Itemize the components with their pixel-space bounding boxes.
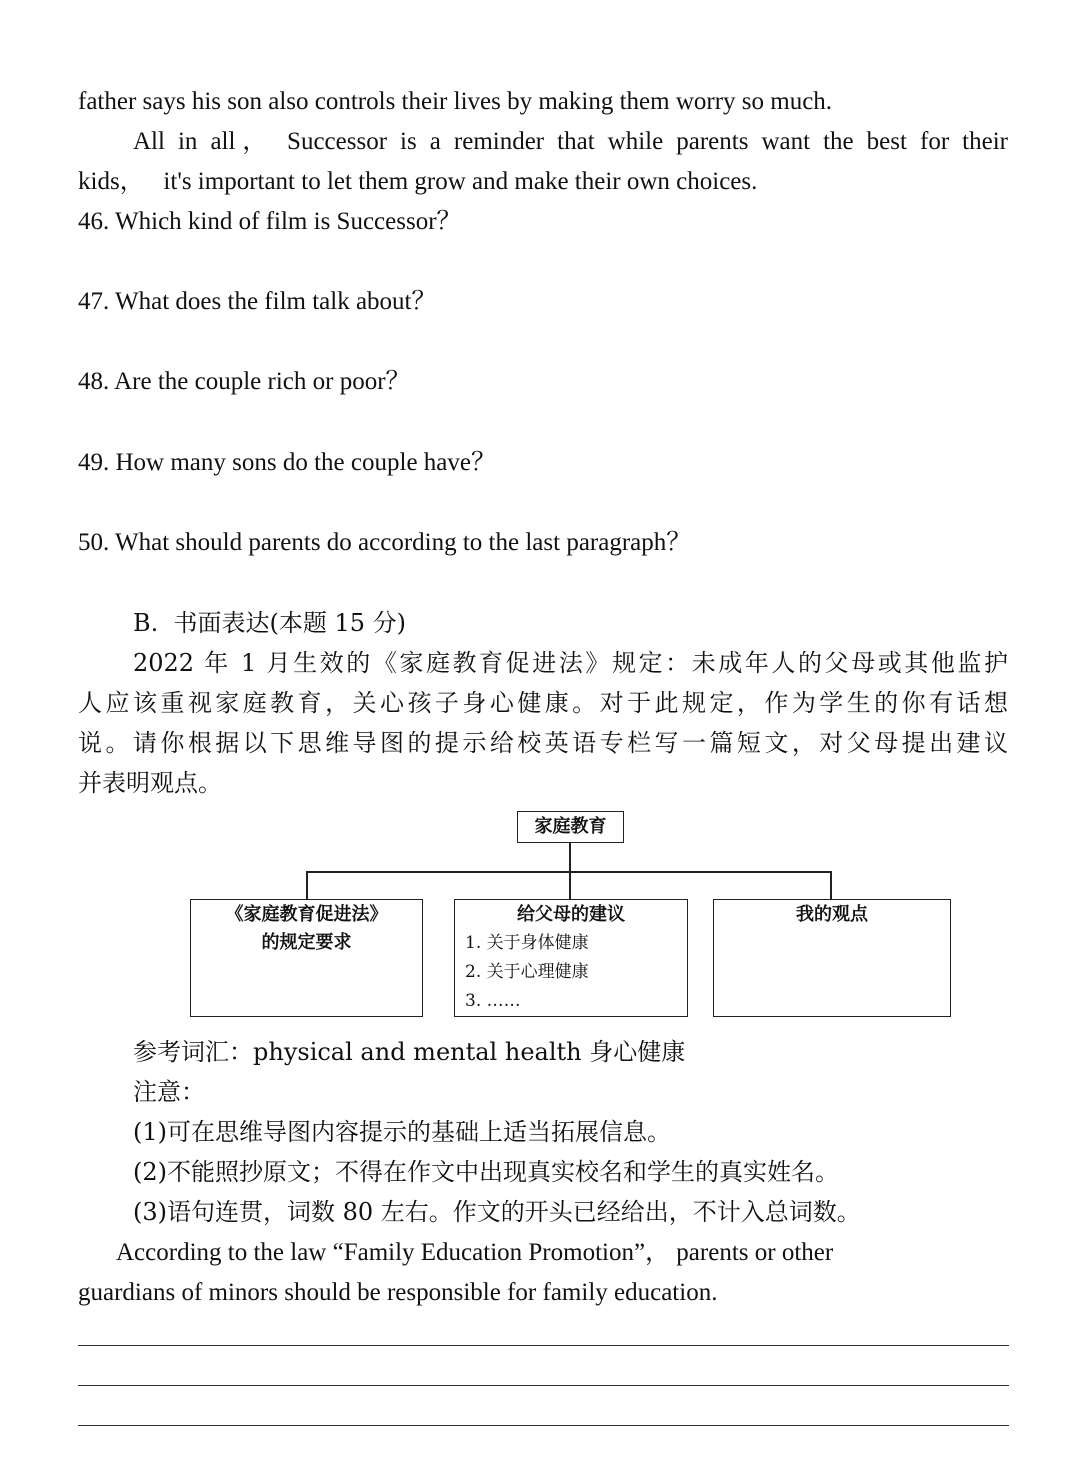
mindmap-root-box bbox=[517, 811, 624, 843]
prompt-line: 2022 年 1 月生效的《家庭教育促进法》规定：未成年人的父母或其他监护 bbox=[133, 649, 1008, 677]
writing-line[interactable] bbox=[78, 1385, 1009, 1386]
mindmap-root-label: 家庭教育 bbox=[534, 816, 607, 837]
writing-line[interactable] bbox=[78, 1425, 1009, 1426]
mindmap-law-box bbox=[190, 899, 423, 1017]
notes-label: 注意： bbox=[133, 1078, 205, 1106]
passage-line: kids， it's important to let them grow and make their own choices. bbox=[78, 168, 758, 195]
mindmap-advice-item: 2. 关于心理健康 bbox=[465, 962, 589, 982]
note-item: (2)不能照抄原文；不得在作文中出现真实校名和学生的真实姓名。 bbox=[133, 1158, 839, 1186]
connector bbox=[306, 871, 308, 900]
mindmap-advice-item: 1. 关于身体健康 bbox=[465, 933, 589, 953]
mindmap-advice-box bbox=[454, 899, 688, 1017]
connector bbox=[569, 843, 571, 872]
writing-line[interactable] bbox=[78, 1345, 1009, 1346]
question-50: 50. What should parents do according to the last paragraph？ bbox=[78, 529, 692, 556]
section-heading: B. 书面表达(本题 15 分) bbox=[133, 609, 407, 637]
mindmap-opinion-box bbox=[713, 899, 951, 1017]
question-49: 49. How many sons do the couple have？ bbox=[78, 449, 496, 476]
mindmap-law-title: 《家庭教育促进法》 bbox=[225, 904, 388, 925]
prompt-line: 说。请你根据以下思维导图的提示给校英语专栏写一篇短文，对父母提出建议 bbox=[78, 729, 1008, 757]
mindmap-advice-item: 3. …… bbox=[465, 991, 521, 1011]
essay-start-line: According to the law “Family Education Promotion”， parents or other bbox=[116, 1239, 834, 1266]
prompt-line: 人应该重视家庭教育，关心孩子身心健康。对于此规定，作为学生的你有话想 bbox=[78, 689, 1008, 717]
question-48: 48. Are the couple rich or poor？ bbox=[78, 368, 411, 395]
passage-line: father says his son also controls their lives by making them worry so much. bbox=[78, 88, 833, 115]
mindmap-law-subtitle: 的规定要求 bbox=[261, 932, 352, 953]
essay-start-line: guardians of minors should be responsible for family education. bbox=[78, 1279, 718, 1306]
connector bbox=[569, 871, 571, 900]
passage-line: All in all， Successor is a reminder that while parents want the best for their bbox=[133, 128, 1008, 155]
question-46: 46. Which kind of film is Successor？ bbox=[78, 208, 462, 235]
mindmap-advice-title: 给父母的建议 bbox=[517, 904, 625, 925]
connector bbox=[830, 871, 832, 900]
reference-vocab: 参考词汇：physical and mental health 身心健康 bbox=[133, 1038, 686, 1066]
question-47: 47. What does the film talk about？ bbox=[78, 288, 437, 315]
note-item: (3)语句连贯，词数 80 左右。作文的开头已经给出，不计入总词数。 bbox=[133, 1198, 861, 1226]
mindmap-opinion-title: 我的观点 bbox=[796, 904, 868, 925]
note-item: (1)可在思维导图内容提示的基础上适当拓展信息。 bbox=[133, 1118, 671, 1146]
prompt-line: 并表明观点。 bbox=[78, 769, 222, 797]
